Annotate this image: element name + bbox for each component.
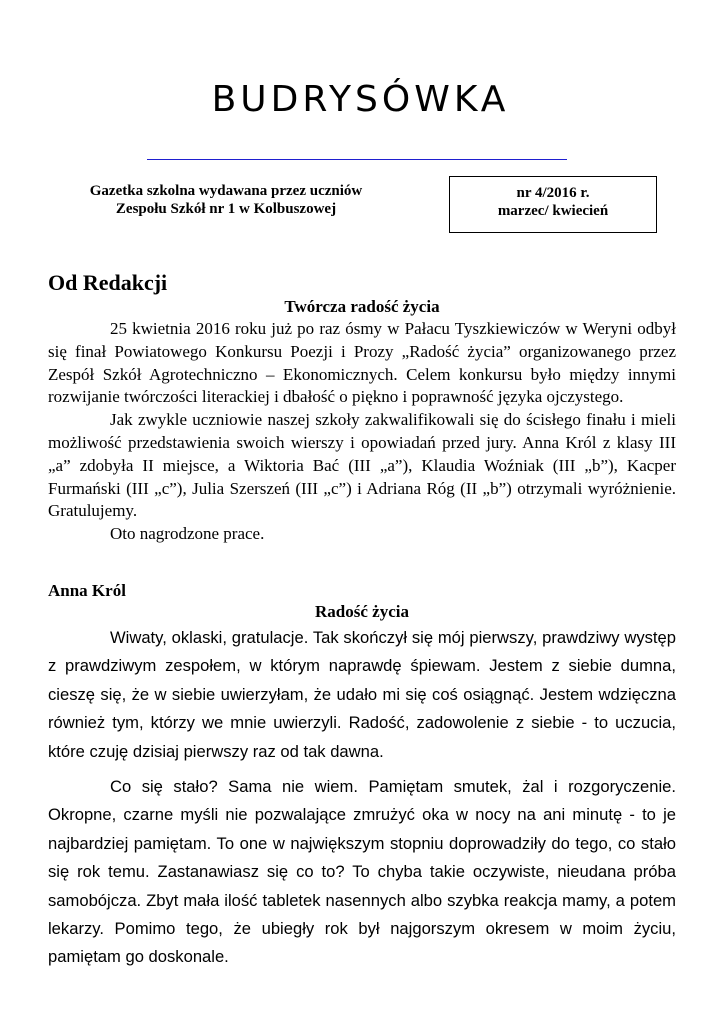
publication-subtitle [56, 182, 396, 218]
story-author: Anna Król [48, 581, 126, 600]
editorial-paragraph: Oto nagrodzone prace. [110, 524, 265, 544]
issue-number: nr 4/2016 r. [516, 185, 590, 201]
story-body [48, 624, 676, 972]
editorial-paragraph: 25 kwietnia 2016 roku już po raz ósmy w Pałacu Tyszkiewiczów w Weryni odbył się finał Powiatowego Konkursu Poezji i Prozy „Radość życia” organizowanego przez Zespół Szkół Agrotechniczno – Ekonomicznych. Celem konkursu było między innymi rozwijanie twórczości literackiej i dbałość o piękno i poprawność języka ojczystego. [48, 319, 676, 407]
section-title: Od Redakcji [48, 270, 168, 295]
issue-months: marzec/ kwiecień [497, 203, 609, 219]
editorial-article-title: Twórcza radość życia [284, 297, 440, 316]
editorial-body [48, 318, 676, 546]
issue-info-box [449, 176, 657, 233]
title-underline [147, 159, 567, 160]
story-paragraph: Wiwaty, oklaski, gratulacje. Tak skończył się mój pierwszy, prawdziwy występ z prawdziwym zespołem, w którym naprawdę śpiewam. Jestem z siebie dumna, cieszę się, że w siebie uwierzyłam, że udało mi się coś osiągnąć. Jestem wdzięczna również tym, którzy we mnie uwierzyli. Radość, zadowolenie z siebie - to uczucia, które czuję dzisiaj pierwszy raz od tak dawna. [48, 628, 676, 761]
newspaper-title: BUDRYSÓWKA [211, 79, 510, 120]
story-title: Radość życia [315, 602, 409, 621]
subtitle-line-1: Gazetka szkolna wydawana przez uczniów [89, 183, 363, 199]
editorial-paragraph: Jak zwykle uczniowie naszej szkoły zakwalifikowali się do ścisłego finału i mieli możliwość przedstawienia swoich wierszy i opowiadań przed jury. Anna Król z klasy III „a” zdobyła II miejsce, a Wiktoria Bać (III „a”), Klaudia Woźniak (III „b”), Kacper Furmański (III „c”), Julia Szerszeń (III „c”) i Adriana Róg (II „b”) otrzymali wyróżnienie. Gratulujemy. [48, 410, 676, 521]
story-paragraph: Co się stało? Sama nie wiem. Pamiętam smutek, żal i rozgoryczenie. Okropne, czarne myśli nie pozwalające zmrużyć oka w nocy na ani minutę - to je najbardziej pamiętam. To one w największym stopniu doprowadziły do tego, co stało się rok temu. Zastanawiasz się co to? To chyba takie oczywiste, nieudana próba samobójcza. Zbyt mała ilość tabletek nasennych albo szybka reakcja mamy, a potem lekarzy. Pomimo tego, że ubiegły rok był najgorszym okresem w moim życiu, pamiętam go doskonale. [48, 777, 676, 967]
subtitle-line-2: Zespołu Szkół nr 1 w Kolbuszowej [115, 201, 337, 217]
